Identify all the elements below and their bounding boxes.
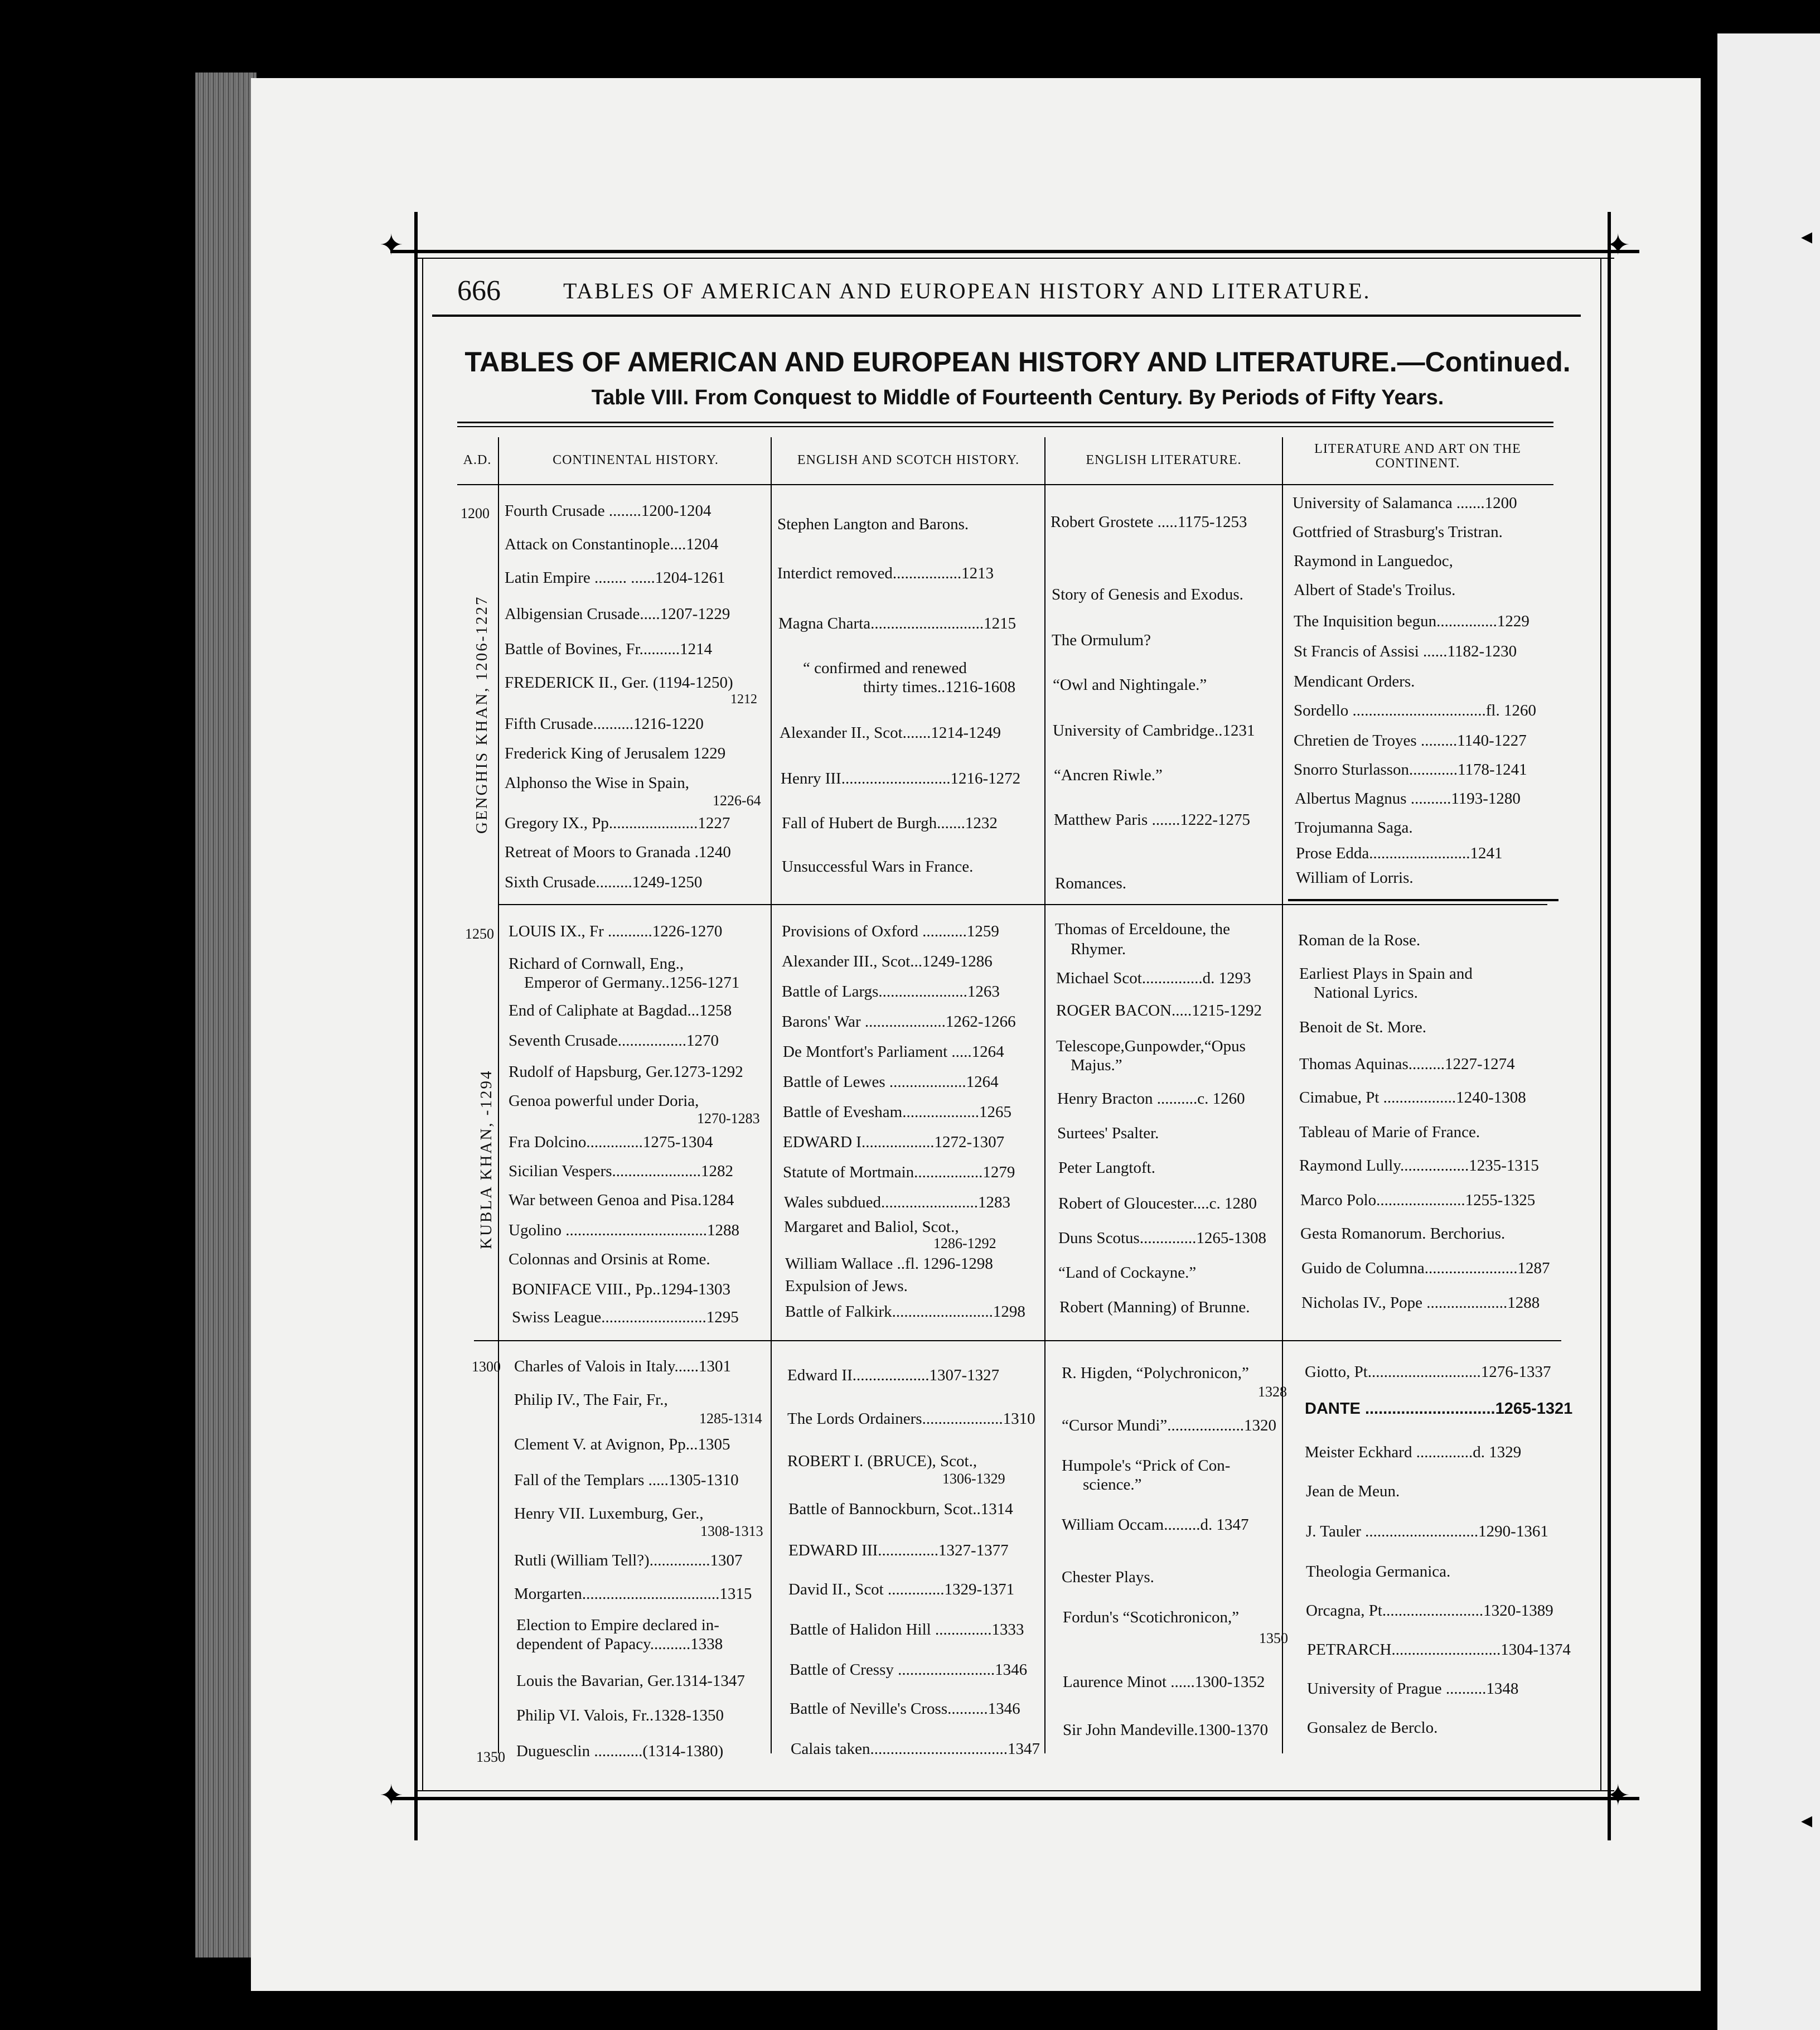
list-item: War between Genoa and Pisa.1284 <box>509 1191 734 1209</box>
list-item: FREDERICK II., Ger. (1194-1250) <box>505 674 733 692</box>
table-header-rule <box>457 484 1553 485</box>
year-marker: 1300 <box>472 1359 501 1375</box>
list-item: R. Higden, “Polychronicon,” <box>1062 1364 1249 1382</box>
list-item: Provisions of Oxford ...........1259 <box>782 922 999 940</box>
list-item: William Wallace ..fl. 1296-1298 <box>785 1255 993 1273</box>
list-item: Majus.” <box>1071 1056 1122 1074</box>
list-item: Raymond Lully.................1235-1315 <box>1299 1157 1539 1174</box>
period-rule-1250 <box>499 904 1547 905</box>
list-item: 1285-1314 <box>699 1410 762 1427</box>
list-item: Henry Bracton ..........c. 1260 <box>1057 1090 1245 1108</box>
list-item: Duguesclin ............(1314-1380) <box>516 1742 724 1760</box>
list-item: Robert Grostete .....1175-1253 <box>1051 513 1247 531</box>
page-number: 666 <box>457 275 501 307</box>
list-item: ROGER BACON.....1215-1292 <box>1056 1002 1262 1019</box>
list-item: DANTE .............................1265-1321 <box>1305 1400 1573 1418</box>
list-item: Morgarten..................................1315 <box>514 1585 752 1603</box>
list-item: Giotto, Pt............................1276-1337 <box>1305 1363 1551 1381</box>
list-item: Matthew Paris .......1222-1275 <box>1054 811 1250 829</box>
year-marker: 1350 <box>476 1749 505 1765</box>
book-spine-edge <box>195 72 256 1958</box>
list-item: Earliest Plays in Spain and <box>1299 965 1473 983</box>
list-item: Guido de Columna.......................1287 <box>1301 1259 1550 1277</box>
list-item: Alexander III., Scot...1249-1286 <box>782 953 993 970</box>
corner-ornament-icon: ✦ <box>1606 230 1630 262</box>
list-item: “Ancren Riwle.” <box>1054 766 1163 784</box>
list-item: The Lords Ordainers....................1310 <box>787 1410 1035 1428</box>
list-item: Nicholas IV., Pope ....................1288 <box>1301 1294 1540 1312</box>
col-header-english-scotch: ENGLISH AND SCOTCH HISTORY. <box>797 453 1020 467</box>
list-item: Frederick King of Jerusalem 1229 <box>505 745 726 762</box>
list-item: Roman de la Rose. <box>1298 931 1421 949</box>
list-item: Gesta Romanorum. Berchorius. <box>1300 1225 1506 1243</box>
list-item: Albert of Stade's Troilus. <box>1294 581 1456 599</box>
list-item: Laurence Minot ......1300-1352 <box>1063 1673 1265 1691</box>
list-item: Election to Empire declared in- <box>516 1616 719 1634</box>
col-header-continent-lit: LITERATURE AND ART ON THE CONTINENT. <box>1314 442 1521 471</box>
list-item: Henry VII. Luxemburg, Ger., <box>514 1505 704 1522</box>
col-header-year: A.D. <box>463 453 492 467</box>
frame-right-rule <box>1608 212 1611 1840</box>
list-item: Rhymer. <box>1071 940 1126 958</box>
ornament-icon: ◂ <box>1801 224 1813 249</box>
list-item: Battle of Lewes ...................1264 <box>783 1073 999 1091</box>
next-page-edge <box>1717 33 1820 2030</box>
list-item: Fordun's “Scotichronicon,” <box>1063 1608 1240 1626</box>
list-item: thirty times..1216-1608 <box>863 678 1016 696</box>
list-item: Battle of Cressy ........................1346 <box>790 1661 1028 1679</box>
list-item: Rutli (William Tell?)...............1307 <box>514 1552 743 1569</box>
list-item: 1212 <box>730 692 757 707</box>
list-item: Attack on Constantinople....1204 <box>505 535 719 553</box>
list-item: 1328 <box>1258 1384 1287 1400</box>
list-item: “Land of Cockayne.” <box>1058 1264 1197 1282</box>
list-item: Edward II...................1307-1327 <box>787 1366 1000 1384</box>
list-item: Thomas Aquinas.........1227-1274 <box>1299 1055 1515 1073</box>
list-item: Colonnas and Orsinis at Rome. <box>509 1250 710 1268</box>
list-item: Thomas of Erceldoune, the <box>1055 920 1231 938</box>
list-item: The Ormulum? <box>1052 631 1151 649</box>
list-item: 1306-1329 <box>942 1471 1005 1487</box>
list-item: The Inquisition begun...............1229 <box>1294 612 1529 630</box>
list-item: 1286-1292 <box>933 1235 996 1251</box>
list-item: Surtees' Psalter. <box>1057 1124 1159 1142</box>
ornament-icon: ◂ <box>1801 1807 1813 1833</box>
list-item: Sicilian Vespers......................1282 <box>509 1162 734 1180</box>
list-item: Sixth Crusade.........1249-1250 <box>505 873 703 891</box>
list-item: Humpole's “Prick of Con- <box>1062 1457 1231 1475</box>
list-item: Prose Edda.........................1241 <box>1296 844 1503 862</box>
list-item: David II., Scot ..............1329-1371 <box>788 1580 1015 1598</box>
list-item: Benoit de St. More. <box>1299 1018 1426 1036</box>
list-item: Louis the Bavarian, Ger.1314-1347 <box>516 1672 745 1690</box>
list-item: Gottfried of Strasburg's Tristran. <box>1293 523 1503 541</box>
list-item: Sordello .................................fl. 1260 <box>1294 702 1536 719</box>
list-item: Emperor of Germany..1256-1271 <box>524 974 740 992</box>
list-item: University of Prague ..........1348 <box>1307 1680 1519 1698</box>
list-item: Margaret and Baliol, Scot., <box>784 1218 959 1236</box>
list-item: Fifth Crusade..........1216-1220 <box>505 715 704 733</box>
list-item: “Cursor Mundi”...................1320 <box>1062 1417 1277 1434</box>
list-item: Tableau of Marie of France. <box>1299 1123 1480 1141</box>
frame-right-inner-rule <box>1600 258 1601 1791</box>
ruler-kubla-khan: KUBLA KHAN, -1294 <box>477 1069 495 1249</box>
list-item: Sir John Mandeville.1300-1370 <box>1063 1721 1269 1739</box>
list-item: Barons' War ....................1262-1266 <box>782 1013 1016 1031</box>
table-top-rule-2 <box>457 426 1553 427</box>
list-item: Battle of Bovines, Fr..........1214 <box>505 640 713 658</box>
list-item: Chester Plays. <box>1062 1568 1154 1586</box>
frame-bottom-rule <box>390 1797 1639 1800</box>
list-item: End of Caliphate at Bagdad...1258 <box>509 1002 732 1019</box>
list-item: Battle of Halidon Hill ..............1333 <box>790 1621 1024 1638</box>
list-item: Story of Genesis and Exodus. <box>1052 586 1243 603</box>
list-item: Seventh Crusade.................1270 <box>509 1032 719 1050</box>
list-item: Fall of the Templars .....1305-1310 <box>514 1471 739 1489</box>
list-item: 1270-1283 <box>697 1110 760 1127</box>
list-item: EDWARD III...............1327-1377 <box>788 1541 1009 1559</box>
table-subtitle: Table VIII. From Conquest to Middle of Fourteenth Century. By Periods of Fifty Years. <box>591 386 1444 409</box>
list-item: Philip IV., The Fair, Fr., <box>514 1391 668 1409</box>
col-header-english-lit: ENGLISH LITERATURE. <box>1086 453 1242 467</box>
list-item: Fourth Crusade ........1200-1204 <box>505 502 711 520</box>
list-item: Battle of Falkirk.........................1298 <box>785 1303 1025 1321</box>
list-item: Orcagna, Pt.........................1320-1389 <box>1306 1602 1553 1620</box>
list-item: De Montfort's Parliament .....1264 <box>783 1043 1004 1061</box>
list-item: Theologia Germanica. <box>1306 1563 1451 1580</box>
header-rule <box>432 315 1581 317</box>
list-item: Unsuccessful Wars in France. <box>782 858 974 876</box>
list-item: Michael Scot...............d. 1293 <box>1056 969 1251 987</box>
list-item: EDWARD I..................1272-1307 <box>783 1133 1005 1151</box>
list-item: William of Lorris. <box>1296 869 1414 887</box>
list-item: Cimabue, Pt ..................1240-1308 <box>1299 1089 1526 1106</box>
list-item: Philip VI. Valois, Fr..1328-1350 <box>516 1707 724 1724</box>
list-item: University of Cambridge..1231 <box>1053 722 1255 740</box>
col-header-continental: CONTINENTAL HISTORY. <box>553 453 719 467</box>
list-item: University of Salamanca .......1200 <box>1293 494 1517 512</box>
list-item: Charles of Valois in Italy......1301 <box>514 1357 732 1375</box>
corner-ornament-icon: ✦ <box>379 230 404 262</box>
list-item: Fra Dolcino..............1275-1304 <box>509 1133 713 1151</box>
list-item: St Francis of Assisi ......1182-1230 <box>1294 642 1517 660</box>
table-top-rule <box>457 422 1553 423</box>
list-item: Robert (Manning) of Brunne. <box>1059 1298 1250 1316</box>
list-item: Statute of Mortmain.................1279 <box>783 1163 1015 1181</box>
list-item: Albertus Magnus ..........1193-1280 <box>1295 790 1521 808</box>
column-divider <box>498 437 499 1753</box>
list-item: Calais taken..................................1347 <box>791 1740 1040 1758</box>
list-item: Peter Langtoft. <box>1058 1159 1155 1177</box>
list-item: J. Tauler ............................1290-1361 <box>1306 1522 1548 1540</box>
list-item: Alexander II., Scot.......1214-1249 <box>780 724 1001 742</box>
column-divider <box>1282 437 1283 1753</box>
period-rule-1300 <box>474 1340 1561 1341</box>
list-item: “ confirmed and renewed <box>803 659 967 677</box>
column-divider <box>1044 437 1045 1753</box>
list-item: Magna Charta............................1215 <box>778 615 1017 632</box>
list-item: 1350 <box>1259 1630 1288 1646</box>
list-item: dependent of Papacy..........1338 <box>516 1635 723 1653</box>
list-item: 1308-1313 <box>700 1523 763 1539</box>
list-item: Romances. <box>1055 874 1127 892</box>
list-item: PETRARCH...........................1304-1374 <box>1307 1641 1571 1659</box>
list-item: LOUIS IX., Fr ...........1226-1270 <box>509 922 723 940</box>
list-item: Telescope,Gunpowder,“Opus <box>1056 1037 1246 1055</box>
list-item: Henry III...........................1216-1272 <box>781 770 1021 787</box>
list-item: Marco Polo......................1255-1325 <box>1300 1191 1536 1209</box>
list-item: Rudolf of Hapsburg, Ger.1273-1292 <box>509 1063 743 1081</box>
list-item: Battle of Evesham...................1265 <box>783 1103 1011 1121</box>
list-item: “Owl and Nightingale.” <box>1053 676 1207 694</box>
list-item: Snorro Sturlasson............1178-1241 <box>1294 761 1527 779</box>
list-item: Richard of Cornwall, Eng., <box>509 955 684 973</box>
list-item: National Lyrics. <box>1314 984 1418 1002</box>
list-item: Albigensian Crusade.....1207-1229 <box>505 605 730 623</box>
list-item: Trojumanna Saga. <box>1295 819 1413 837</box>
ruler-genghis-khan: GENGHIS KHAN, 1206-1227 <box>473 595 491 834</box>
list-item: William Occam.........d. 1347 <box>1062 1516 1249 1534</box>
table-title: TABLES OF AMERICAN AND EUROPEAN HISTORY AND LITERATURE.—Continued. <box>464 346 1571 378</box>
list-item: Chretien de Troyes .........1140-1227 <box>1294 732 1527 750</box>
frame-top-inner-rule <box>415 258 1614 259</box>
list-item: Swiss League..........................1295 <box>512 1308 739 1326</box>
corner-ornament-icon: ✦ <box>379 1780 404 1812</box>
list-item: Expulsion of Jews. <box>785 1277 908 1295</box>
list-item: Duns Scotus..............1265-1308 <box>1058 1229 1266 1247</box>
list-item: Battle of Bannockburn, Scot..1314 <box>788 1500 1013 1518</box>
list-item: BONIFACE VIII., Pp..1294-1303 <box>512 1280 731 1298</box>
list-item: Fall of Hubert de Burgh.......1232 <box>782 814 998 832</box>
year-marker: 1200 <box>461 505 490 521</box>
list-item: Robert of Gloucester....c. 1280 <box>1058 1195 1257 1212</box>
frame-left-rule <box>414 212 418 1840</box>
list-item: Ugolino ...................................1288 <box>509 1221 740 1239</box>
list-item: ROBERT I. (BRUCE), Scot., <box>787 1452 977 1470</box>
list-item: Genoa powerful under Doria, <box>509 1092 699 1110</box>
list-item: Retreat of Moors to Granada .1240 <box>505 843 731 861</box>
year-marker: 1250 <box>465 926 494 942</box>
list-item: Battle of Neville's Cross..........1346 <box>790 1700 1020 1718</box>
period-rule-1250-right <box>1288 899 1558 901</box>
frame-left-inner-rule <box>422 258 423 1791</box>
list-item: Mendicant Orders. <box>1294 673 1415 690</box>
frame-top-rule <box>390 250 1639 253</box>
list-item: Gregory IX., Pp......................1227 <box>505 814 730 832</box>
list-item: Stephen Langton and Barons. <box>777 515 969 533</box>
frame-bottom-inner-rule <box>415 1790 1614 1791</box>
list-item: Alphonso the Wise in Spain, <box>505 774 689 792</box>
list-item: Wales subdued........................1283 <box>784 1193 1011 1211</box>
list-item: Raymond in Languedoc, <box>1294 552 1453 570</box>
list-item: Clement V. at Avignon, Pp...1305 <box>514 1436 730 1453</box>
column-divider <box>771 437 772 1753</box>
corner-ornament-icon: ✦ <box>1606 1780 1630 1812</box>
running-head: TABLES OF AMERICAN AND EUROPEAN HISTORY AND LITERATURE. <box>563 278 1371 303</box>
list-item: Interdict removed.................1213 <box>777 564 994 582</box>
list-item: 1226-64 <box>713 792 761 809</box>
list-item: Jean de Meun. <box>1306 1482 1400 1500</box>
list-item: Latin Empire ........ ......1204-1261 <box>505 569 725 587</box>
list-item: Meister Eckhard ..............d. 1329 <box>1305 1443 1522 1461</box>
list-item: Gonsalez de Berclo. <box>1307 1719 1438 1737</box>
list-item: science.” <box>1083 1476 1142 1494</box>
list-item: Battle of Largs......................1263 <box>782 983 1000 1000</box>
